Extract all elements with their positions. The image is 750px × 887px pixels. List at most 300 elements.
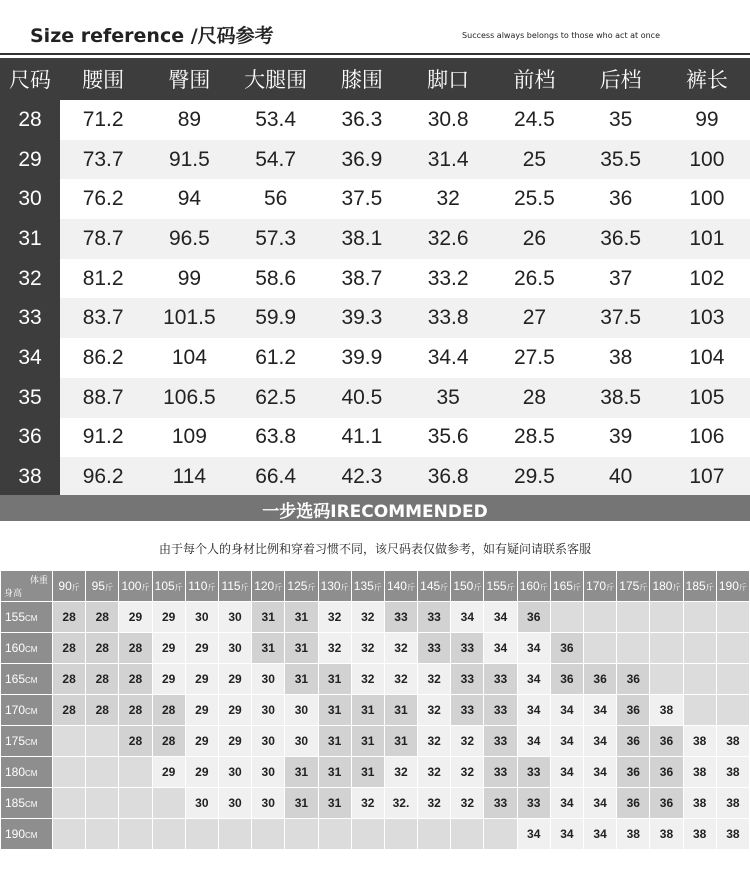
size-label: 31 xyxy=(0,219,60,259)
table-cell: 62.5 xyxy=(233,378,319,418)
weight-unit: 斤 xyxy=(207,583,216,592)
size-cell: 36 xyxy=(617,664,649,694)
size-cell: 31 xyxy=(352,757,384,787)
size-label: 33 xyxy=(0,298,60,338)
table-cell: 24.5 xyxy=(491,100,577,140)
height-unit: CM xyxy=(25,738,38,747)
size-cell: 33 xyxy=(518,757,550,787)
size-cell xyxy=(186,819,218,849)
column-header: 尺码 xyxy=(0,58,60,100)
size-cell: 30 xyxy=(252,788,284,818)
table-cell: 94 xyxy=(146,179,232,219)
table-row xyxy=(0,100,750,140)
size-cell: 32 xyxy=(418,695,450,725)
table-cell: 104 xyxy=(146,338,232,378)
table-cell: 101.5 xyxy=(146,298,232,338)
column-header: 腰围 xyxy=(60,58,146,100)
size-cell: 32 xyxy=(385,757,417,787)
table-cell: 104 xyxy=(664,338,750,378)
table-cell: 78.7 xyxy=(60,219,146,259)
size-cell: 28 xyxy=(53,695,85,725)
weight-unit: 斤 xyxy=(506,583,515,592)
size-cell: 34 xyxy=(518,664,550,694)
weight-header xyxy=(319,571,351,601)
size-cell: 29 xyxy=(153,602,185,632)
weight-unit: 斤 xyxy=(440,583,449,592)
table-row xyxy=(0,338,750,378)
size-cell: 28 xyxy=(53,602,85,632)
table-cell: 101 xyxy=(664,219,750,259)
size-cell: 30 xyxy=(186,602,218,632)
weight-value: 155 xyxy=(486,579,507,593)
size-cell: 30 xyxy=(285,726,317,756)
size-cell: 32 xyxy=(319,633,351,663)
height-unit: CM xyxy=(25,614,38,623)
table-cell: 36.3 xyxy=(319,100,405,140)
weight-value: 135 xyxy=(353,579,374,593)
table-row xyxy=(0,418,750,458)
size-cell: 34 xyxy=(551,819,583,849)
table-cell: 107 xyxy=(664,457,750,497)
size-cell: 31 xyxy=(252,602,284,632)
size-cell: 36 xyxy=(518,602,550,632)
table-cell: 35 xyxy=(405,378,491,418)
table-cell: 37 xyxy=(578,259,664,299)
size-label: 30 xyxy=(0,179,60,219)
header-divider xyxy=(0,53,750,55)
recommend-table-header xyxy=(1,571,749,601)
table-cell: 103 xyxy=(664,298,750,338)
page-header xyxy=(0,0,750,62)
size-cell: 34 xyxy=(551,726,583,756)
size-cell: 33 xyxy=(484,757,516,787)
size-cell: 34 xyxy=(518,633,550,663)
size-cell xyxy=(451,819,483,849)
table-cell: 73.7 xyxy=(60,140,146,180)
size-cell: 31 xyxy=(252,633,284,663)
table-cell: 37.5 xyxy=(578,298,664,338)
corner-weight-label: 体重 xyxy=(29,575,48,585)
weight-header xyxy=(684,571,716,601)
height-value: 175 xyxy=(5,734,26,748)
size-cell: 29 xyxy=(153,633,185,663)
size-cell: 33 xyxy=(484,695,516,725)
size-label: 35 xyxy=(0,378,60,418)
table-row xyxy=(1,695,749,725)
table-cell: 33.8 xyxy=(405,298,491,338)
table-cell: 34.4 xyxy=(405,338,491,378)
table-row xyxy=(0,378,750,418)
table-cell: 89 xyxy=(146,100,232,140)
table-cell: 30.8 xyxy=(405,100,491,140)
size-cell: 30 xyxy=(219,757,251,787)
size-cell xyxy=(684,633,716,663)
size-cell xyxy=(86,757,118,787)
size-cell: 36 xyxy=(650,788,682,818)
table-cell: 36.5 xyxy=(578,219,664,259)
size-cell: 31 xyxy=(319,757,351,787)
column-header: 脚口 xyxy=(405,58,491,100)
size-cell xyxy=(551,602,583,632)
table-row xyxy=(0,259,750,299)
size-cell: 32 xyxy=(418,788,450,818)
weight-header xyxy=(717,571,749,601)
size-cell: 28 xyxy=(86,633,118,663)
table-cell: 71.2 xyxy=(60,100,146,140)
column-header: 臀围 xyxy=(146,58,232,100)
weight-value: 115 xyxy=(221,579,241,593)
table-cell: 28.5 xyxy=(491,418,577,458)
size-cell xyxy=(617,602,649,632)
size-cell: 34 xyxy=(518,726,550,756)
size-cell xyxy=(684,602,716,632)
height-unit: CM xyxy=(25,831,38,840)
table-cell: 38.1 xyxy=(319,219,405,259)
weight-header xyxy=(418,571,450,601)
size-cell: 30 xyxy=(219,633,251,663)
height-value: 180 xyxy=(5,765,26,779)
size-cell: 31 xyxy=(319,726,351,756)
size-cell: 29 xyxy=(186,726,218,756)
size-cell: 32. xyxy=(385,788,417,818)
weight-header xyxy=(153,571,185,601)
weight-header xyxy=(186,571,218,601)
table-cell: 105 xyxy=(664,378,750,418)
table-cell: 106.5 xyxy=(146,378,232,418)
size-cell: 33 xyxy=(418,633,450,663)
size-cell xyxy=(418,819,450,849)
size-table xyxy=(0,58,750,497)
size-cell xyxy=(650,633,682,663)
weight-unit: 斤 xyxy=(672,583,681,592)
table-cell: 109 xyxy=(146,418,232,458)
weight-unit: 斤 xyxy=(406,583,415,592)
weight-value: 100 xyxy=(121,579,142,593)
size-label: 28 xyxy=(0,100,60,140)
height-unit: CM xyxy=(25,769,38,778)
size-cell xyxy=(86,819,118,849)
size-cell: 31 xyxy=(319,788,351,818)
size-cell: 34 xyxy=(551,788,583,818)
size-cell: 38 xyxy=(617,819,649,849)
size-cell xyxy=(717,633,749,663)
table-cell: 54.7 xyxy=(233,140,319,180)
weight-header xyxy=(584,571,616,601)
weight-unit: 斤 xyxy=(174,583,183,592)
size-cell xyxy=(617,633,649,663)
weight-header xyxy=(484,571,516,601)
table-cell: 32 xyxy=(405,179,491,219)
size-cell: 32 xyxy=(385,664,417,694)
size-cell: 38 xyxy=(684,757,716,787)
size-cell: 38 xyxy=(650,695,682,725)
weight-value: 150 xyxy=(453,579,474,593)
size-cell: 32 xyxy=(451,788,483,818)
size-cell: 31 xyxy=(285,602,317,632)
table-cell: 36.9 xyxy=(319,140,405,180)
size-cell: 38 xyxy=(717,757,749,787)
weight-header xyxy=(551,571,583,601)
size-cell: 33 xyxy=(518,788,550,818)
table-row xyxy=(1,602,749,632)
size-cell: 28 xyxy=(119,695,151,725)
size-cell: 33 xyxy=(451,695,483,725)
size-cell xyxy=(319,819,351,849)
size-cell xyxy=(219,819,251,849)
weight-unit: 斤 xyxy=(71,583,80,592)
table-cell: 63.8 xyxy=(233,418,319,458)
size-cell: 36 xyxy=(617,695,649,725)
weight-unit: 斤 xyxy=(572,583,581,592)
column-header: 裤长 xyxy=(664,58,750,100)
height-value: 185 xyxy=(5,796,26,810)
size-cell: 36 xyxy=(650,757,682,787)
table-cell: 59.9 xyxy=(233,298,319,338)
weight-value: 130 xyxy=(320,579,341,593)
size-cell: 38 xyxy=(684,788,716,818)
size-cell: 31 xyxy=(285,788,317,818)
weight-unit: 斤 xyxy=(240,583,249,592)
size-cell: 38 xyxy=(717,788,749,818)
size-cell: 33 xyxy=(451,664,483,694)
table-row xyxy=(0,298,750,338)
size-cell: 31 xyxy=(352,726,384,756)
table-cell: 57.3 xyxy=(233,219,319,259)
size-cell: 34 xyxy=(584,695,616,725)
size-cell: 34 xyxy=(484,633,516,663)
table-cell: 39.9 xyxy=(319,338,405,378)
table-cell: 26 xyxy=(491,219,577,259)
table-cell: 61.2 xyxy=(233,338,319,378)
size-cell xyxy=(86,726,118,756)
size-label: 38 xyxy=(0,457,60,497)
size-cell: 33 xyxy=(451,633,483,663)
size-cell: 28 xyxy=(86,664,118,694)
table-cell: 38 xyxy=(578,338,664,378)
table-cell: 36 xyxy=(578,179,664,219)
size-cell: 30 xyxy=(252,664,284,694)
size-cell: 38 xyxy=(684,726,716,756)
size-cell xyxy=(717,664,749,694)
table-cell: 91.5 xyxy=(146,140,232,180)
weight-unit: 斤 xyxy=(274,583,283,592)
weight-value: 165 xyxy=(552,579,573,593)
size-cell: 34 xyxy=(484,602,516,632)
table-cell: 37.5 xyxy=(319,179,405,219)
size-cell xyxy=(385,819,417,849)
size-cell: 29 xyxy=(186,695,218,725)
table-cell: 42.3 xyxy=(319,457,405,497)
table-row xyxy=(0,219,750,259)
height-value: 160 xyxy=(5,641,26,655)
weight-header xyxy=(53,571,85,601)
size-cell: 30 xyxy=(186,788,218,818)
table-cell: 32.6 xyxy=(405,219,491,259)
table-cell: 96.5 xyxy=(146,219,232,259)
height-header xyxy=(1,819,52,849)
size-cell xyxy=(53,757,85,787)
table-cell: 29.5 xyxy=(491,457,577,497)
size-cell xyxy=(53,819,85,849)
weight-unit: 斤 xyxy=(104,583,113,592)
size-cell xyxy=(584,602,616,632)
corner-height-label: 身高 xyxy=(4,588,23,598)
height-header xyxy=(1,757,52,787)
size-cell xyxy=(53,788,85,818)
size-cell xyxy=(684,695,716,725)
tagline: Success always belongs to those who act at once xyxy=(462,31,660,40)
table-row xyxy=(1,757,749,787)
size-cell: 32 xyxy=(418,664,450,694)
size-cell: 32 xyxy=(451,757,483,787)
weight-header xyxy=(119,571,151,601)
size-cell: 30 xyxy=(219,788,251,818)
weight-value: 95 xyxy=(91,579,105,593)
size-label: 29 xyxy=(0,140,60,180)
table-cell: 83.7 xyxy=(60,298,146,338)
size-cell: 28 xyxy=(86,602,118,632)
weight-value: 110 xyxy=(188,579,208,593)
table-cell: 100 xyxy=(664,179,750,219)
height-header xyxy=(1,695,52,725)
weight-value: 190 xyxy=(718,579,739,593)
size-cell: 34 xyxy=(584,726,616,756)
size-cell: 34 xyxy=(584,819,616,849)
size-cell xyxy=(53,726,85,756)
size-cell: 28 xyxy=(86,695,118,725)
weight-unit: 斤 xyxy=(738,583,747,592)
size-table-header xyxy=(0,58,750,100)
size-cell: 29 xyxy=(219,726,251,756)
size-cell: 33 xyxy=(385,602,417,632)
weight-header xyxy=(518,571,550,601)
size-cell: 28 xyxy=(53,633,85,663)
size-cell: 34 xyxy=(551,757,583,787)
size-cell: 30 xyxy=(285,695,317,725)
table-cell: 99 xyxy=(664,100,750,140)
size-cell xyxy=(484,819,516,849)
height-header xyxy=(1,633,52,663)
weight-unit: 斤 xyxy=(473,583,482,592)
size-cell xyxy=(153,819,185,849)
size-cell: 38 xyxy=(717,819,749,849)
table-row xyxy=(1,788,749,818)
table-cell: 35.6 xyxy=(405,418,491,458)
size-cell: 38 xyxy=(650,819,682,849)
table-cell: 86.2 xyxy=(60,338,146,378)
table-row xyxy=(0,457,750,497)
weight-unit: 斤 xyxy=(141,583,150,592)
size-cell: 33 xyxy=(484,726,516,756)
weight-value: 125 xyxy=(287,579,308,593)
height-unit: CM xyxy=(25,676,38,685)
size-cell xyxy=(119,819,151,849)
size-label: 34 xyxy=(0,338,60,378)
weight-value: 120 xyxy=(254,579,275,593)
column-header: 膝围 xyxy=(319,58,405,100)
table-cell: 58.6 xyxy=(233,259,319,299)
size-label: 32 xyxy=(0,259,60,299)
table-cell: 35.5 xyxy=(578,140,664,180)
weight-unit: 斤 xyxy=(639,583,648,592)
size-cell: 36 xyxy=(584,664,616,694)
weight-unit: 斤 xyxy=(606,583,615,592)
recommend-table xyxy=(0,570,750,850)
size-cell: 38 xyxy=(717,726,749,756)
size-cell: 32 xyxy=(418,726,450,756)
table-row xyxy=(0,140,750,180)
height-value: 165 xyxy=(5,672,26,686)
weight-value: 160 xyxy=(519,579,540,593)
size-cell: 33 xyxy=(418,602,450,632)
table-cell: 91.2 xyxy=(60,418,146,458)
size-cell: 32 xyxy=(352,788,384,818)
table-cell: 88.7 xyxy=(60,378,146,418)
size-cell xyxy=(650,602,682,632)
size-cell: 32 xyxy=(451,726,483,756)
table-cell: 76.2 xyxy=(60,179,146,219)
table-cell: 25.5 xyxy=(491,179,577,219)
table-cell: 39 xyxy=(578,418,664,458)
height-header xyxy=(1,788,52,818)
column-header: 后档 xyxy=(578,58,664,100)
size-cell xyxy=(86,788,118,818)
table-cell: 100 xyxy=(664,140,750,180)
height-header xyxy=(1,602,52,632)
weight-value: 170 xyxy=(586,579,607,593)
size-cell: 38 xyxy=(684,819,716,849)
size-cell: 32 xyxy=(385,633,417,663)
size-cell: 31 xyxy=(285,633,317,663)
table-cell: 56 xyxy=(233,179,319,219)
height-unit: CM xyxy=(25,645,38,654)
table-cell: 53.4 xyxy=(233,100,319,140)
weight-value: 180 xyxy=(652,579,673,593)
height-value: 170 xyxy=(5,703,26,717)
table-row xyxy=(1,664,749,694)
size-cell: 34 xyxy=(551,695,583,725)
height-unit: CM xyxy=(25,800,38,809)
size-cell: 30 xyxy=(252,757,284,787)
size-cell: 31 xyxy=(319,695,351,725)
table-cell: 114 xyxy=(146,457,232,497)
size-cell xyxy=(684,664,716,694)
size-cell: 28 xyxy=(119,664,151,694)
table-cell: 38.5 xyxy=(578,378,664,418)
weight-header xyxy=(285,571,317,601)
weight-header xyxy=(352,571,384,601)
size-cell: 31 xyxy=(385,695,417,725)
weight-value: 175 xyxy=(619,579,640,593)
weight-header xyxy=(86,571,118,601)
size-cell: 31 xyxy=(385,726,417,756)
size-cell: 31 xyxy=(285,664,317,694)
size-cell: 30 xyxy=(252,695,284,725)
size-cell: 34 xyxy=(584,788,616,818)
height-header xyxy=(1,664,52,694)
weight-value: 140 xyxy=(386,579,407,593)
table-cell: 38.7 xyxy=(319,259,405,299)
weight-unit: 斤 xyxy=(340,583,349,592)
size-cell: 34 xyxy=(451,602,483,632)
size-cell: 28 xyxy=(153,726,185,756)
size-cell: 34 xyxy=(518,695,550,725)
size-cell: 29 xyxy=(186,757,218,787)
size-cell: 33 xyxy=(484,788,516,818)
table-cell: 33.2 xyxy=(405,259,491,299)
size-cell: 32 xyxy=(319,602,351,632)
size-cell: 36 xyxy=(617,788,649,818)
